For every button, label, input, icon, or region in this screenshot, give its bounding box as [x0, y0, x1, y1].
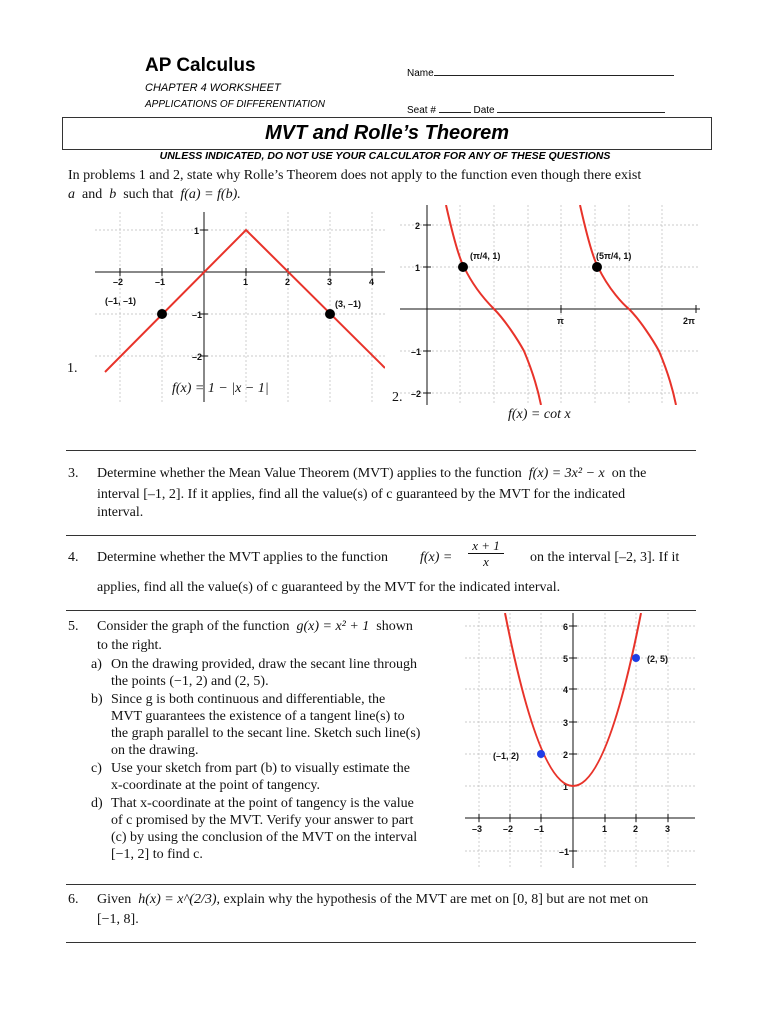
problem1-number: 1. [67, 361, 78, 376]
problem2-formula: f(x) = cot x [508, 407, 571, 422]
problem6-line1: Given h(x) = x^(2/3), explain why the hypothesis of the MVT are met on [0, 8] but are not met on [97, 892, 649, 907]
g5-tick-x-2: 2 [633, 824, 639, 834]
g1-point-left [157, 309, 167, 319]
g1-point-right-label: (3, –1) [335, 299, 362, 309]
g5-point-left [537, 750, 545, 758]
problem4-fraction [468, 538, 504, 569]
problem6-number: 6. [68, 892, 79, 907]
g5-tick-y-1: 1 [563, 782, 569, 792]
g5-tick-y-4: 4 [563, 685, 569, 695]
problem3-line1: Determine whether the Mean Value Theorem (MVT) applies to the function f(x) = 3x² − x on the [97, 466, 647, 481]
date-blank[interactable] [497, 103, 665, 113]
divider-4 [66, 884, 696, 885]
g1-tick-x-3: 3 [327, 277, 333, 287]
g1-tick-x-neg1: –1 [155, 277, 166, 287]
name-field[interactable] [407, 66, 674, 79]
problem4-line1-end: on the interval [–2, 3]. If it [530, 550, 680, 565]
g1-tick-x-4: 4 [369, 277, 375, 287]
problem1-formula: f(x) = 1 − |x − 1| [172, 381, 269, 396]
problem6-line2: [−1, 8]. [97, 912, 139, 927]
problem3-number: 3. [68, 466, 79, 481]
chapter-label: CHAPTER 4 WORKSHEET [145, 82, 281, 94]
g1-tick-x-2: 2 [285, 277, 291, 287]
seat-date-field[interactable] [407, 103, 665, 116]
intro-line1: In problems 1 and 2, state why Rolle’s Theorem does not apply to the function even though there exist [68, 168, 642, 183]
g2-tick-y-2: 2 [415, 221, 421, 231]
problem3-line2: interval [–1, 2]. If it applies, find all the value(s) of c guaranteed by the MVT for the indicated [97, 487, 626, 502]
g2-tick-x-2pi: 2π [683, 316, 695, 326]
problem3-line3: interval. [97, 505, 144, 520]
g1-tick-y-1: 1 [194, 226, 200, 236]
intro-line2: a and b such that f(a) = f(b). [68, 187, 241, 202]
part-c: c) Use your sketch from part (b) to visually estimate the x-coordinate at the point of tangency. [91, 761, 410, 793]
problem4-line2: applies, find all the value(s) of c guaranteed by the MVT for the indicated interval. [97, 580, 561, 595]
g5-tick-y-3: 3 [563, 718, 569, 728]
g1-tick-x-1: 1 [243, 277, 249, 287]
g5-tick-y-5: 5 [563, 654, 569, 664]
g2-point-right-label: (5π/4, 1) [596, 251, 632, 261]
g5-tick-y-neg1: –1 [559, 847, 570, 857]
problem5-intro: Consider the graph of the function g(x) = x² + 1 shown [97, 619, 413, 634]
g5-point-left-label: (–1, 2) [493, 751, 520, 761]
g2-curve-branch2 [580, 205, 676, 405]
g1-tick-y-neg2: –2 [192, 352, 203, 362]
g5-tick-x-neg1: –1 [534, 824, 545, 834]
graph-1 [95, 212, 385, 402]
instruction: UNLESS INDICATED, DO NOT USE YOUR CALCULATOR FOR ANY OF THESE QUESTIONS [159, 150, 611, 162]
page-title: MVT and Rolle’s Theorem [264, 122, 510, 144]
name-label: Name [407, 68, 434, 79]
g1-point-right [325, 309, 335, 319]
g2-point-left [458, 262, 468, 272]
problem5-number: 5. [68, 619, 79, 634]
seat-label: Seat # [407, 105, 436, 116]
g5-tick-x-neg3: –3 [472, 824, 483, 834]
g2-point-right [592, 262, 602, 272]
problem4-func-lhs: f(x) = [420, 550, 453, 565]
divider-3 [66, 610, 696, 611]
seat-blank[interactable] [439, 103, 471, 113]
g5-tick-x-1: 1 [602, 824, 608, 834]
topic-label: APPLICATIONS OF DIFFERENTIATION [145, 99, 326, 110]
g2-tick-y-1: 1 [415, 263, 421, 273]
g5-point-right-label: (2, 5) [647, 654, 669, 664]
part-d: d) That x-coordinate at the point of tangency is the value of c promised by the MVT. Verify your answer to part (c) by using the conclusion of the MVT on the interval [−1, 2] to find c. [91, 796, 418, 862]
g5-tick-x-neg2: –2 [503, 824, 514, 834]
name-blank[interactable] [434, 66, 674, 76]
divider-5 [66, 942, 696, 943]
course-title: AP Calculus [145, 55, 256, 76]
divider-2 [66, 535, 696, 536]
g5-tick-x-3: 3 [665, 824, 671, 834]
g5-tick-y-2: 2 [563, 750, 569, 760]
g5-point-right [632, 654, 640, 662]
g2-tick-x-pi: π [557, 316, 564, 326]
problem4-line1-text: Determine whether the MVT applies to the function [97, 550, 388, 565]
problem5-intro-c: to the right. [97, 638, 162, 653]
graph-5 [465, 613, 695, 868]
problem4-denominator: x [483, 554, 489, 569]
g2-point-left-label: (π/4, 1) [470, 251, 501, 261]
problem2-number: 2. [392, 390, 403, 405]
graph-2 [400, 205, 700, 405]
g2-tick-y-neg1: –1 [411, 347, 422, 357]
title-box [62, 117, 712, 150]
g2-tick-y-neg2: –2 [411, 389, 422, 399]
part-b: b) Since g is both continuous and differentiable, the MVT guarantees the existence of a tangent line(s) to the graph parallel to the secant line. Sketch such line(s) on the drawing. [91, 692, 421, 758]
divider-1 [66, 450, 696, 451]
g5-tick-y-6: 6 [563, 622, 569, 632]
g1-tick-x-neg2: –2 [113, 277, 124, 287]
problem4-number: 4. [68, 550, 79, 565]
problem5-parts [83, 656, 458, 863]
part-a: a) On the drawing provided, draw the secant line through the points (−1, 2) and (2, 5). [91, 657, 417, 689]
g1-point-left-label: (–1, –1) [105, 296, 137, 306]
problem4-numerator: x + 1 [468, 538, 504, 554]
g1-tick-y-neg1: –1 [192, 310, 203, 320]
date-label: Date [473, 105, 495, 116]
